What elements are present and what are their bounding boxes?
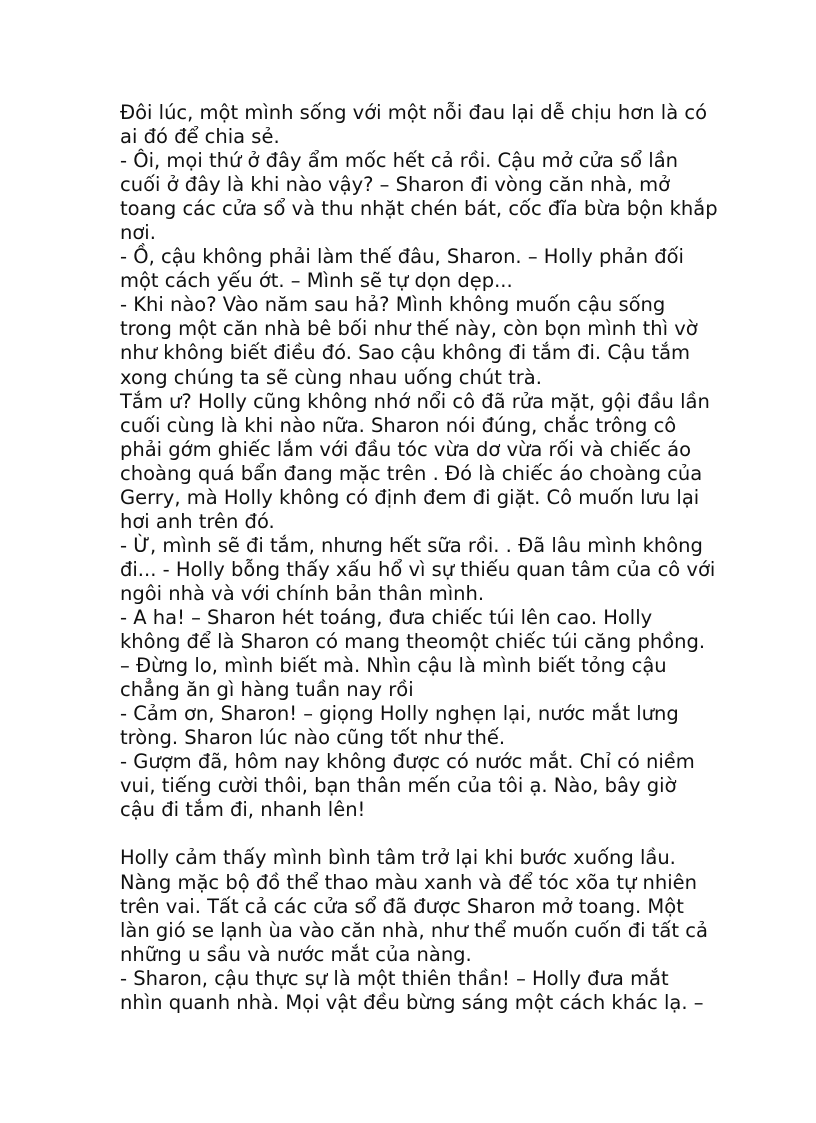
text-line: trong một căn nhà bê bối như thế này, còn bọn mình thì vờ (120, 317, 698, 341)
text-line: chẳng ăn gì hàng tuần nay rồi (120, 678, 414, 702)
text-line: một cách yếu ớt. – Mình sẽ tự dọn dẹp... (120, 269, 513, 293)
text-line: - Khi nào? Vào năm sau hả? Mình không muốn cậu sống (120, 293, 666, 317)
text-line: cậu đi tắm đi, nhanh lên! (120, 798, 366, 822)
text-line: cuối ở đây là khi nào vậy? – Sharon đi vòng căn nhà, mở (120, 173, 670, 197)
text-line: - Ồ, cậu không phải làm thế đâu, Sharon. – Holly phản đối (120, 245, 684, 269)
text-line: - Cảm ơn, Sharon! – giọng Holly nghẹn lại, nước mắt lưng (120, 702, 679, 726)
text-line: - A ha! – Sharon hét toáng, đưa chiếc túi lên cao. Holly (120, 605, 653, 629)
blank-line (120, 822, 710, 846)
text-line: vui, tiếng cười thôi, bạn thân mến của tôi ạ. Nào, bây giờ (120, 774, 677, 798)
text-line: hơi anh trên đó. (120, 509, 275, 533)
text-line: ai đó để chia sẻ. (120, 125, 280, 149)
text-line: làn gió se lạnh ùa vào căn nhà, như thể muốn cuốn đi tất cả (120, 918, 708, 942)
text-line: - Ôi, mọi thứ ở đây ẩm mốc hết cả rồi. Cậu mở cửa sổ lần (120, 149, 679, 173)
text-line: ngôi nhà và với chính bản thân mình. (120, 581, 485, 605)
text-line: choàng quá bẩn đang mặc trên . Đó là chiếc áo choàng của (120, 461, 703, 485)
text-line: những u sầu và nước mắt của nàng. (120, 942, 472, 966)
text-line: như không biết điều đó. Sao cậu không đi tắm đi. Cậu tắm (120, 341, 691, 365)
text-line: phải gớm ghiếc lắm với đầu tóc vừa dơ vừa rối và chiếc áo (120, 437, 692, 461)
text-line: – Đừng lo, mình biết mà. Nhìn cậu là mình biết tỏng cậu (120, 654, 667, 678)
text-line: - Ừ, mình sẽ đi tắm, nhưng hết sữa rồi. . Đã lâu mình không (120, 533, 703, 557)
text-line: đi... - Holly bỗng thấy xấu hổ vì sự thiếu quan tâm của cô với (120, 557, 716, 581)
story-text (120, 101, 718, 1015)
text-line: Gerry, mà Holly không có định đem đi giặt. Cô muốn lưu lại (120, 485, 700, 509)
text-line: Đôi lúc, một mình sống với một nỗi đau lại dễ chịu hơn là có (120, 101, 707, 124)
text-line: cuối cùng là khi nào nữa. Sharon nói đúng, chắc trông cô (120, 413, 677, 437)
text-line: Nàng mặc bộ đồ thể thao màu xanh và để tóc xõa tự nhiên (120, 870, 698, 894)
text-line: nhìn quanh nhà. Mọi vật đều bừng sáng một cách khác lạ. – (120, 990, 704, 1014)
text-line: toang các cửa sổ và thu nhặt chén bát, cốc đĩa bừa bộn khắp (120, 197, 718, 221)
text-line: không để là Sharon có mang theomột chiếc túi căng phồng. (120, 630, 706, 654)
text-line: xong chúng ta sẽ cùng nhau uống chút trà. (120, 365, 542, 389)
text-line: Holly cảm thấy mình bình tâm trở lại khi bước xuống lầu. (120, 846, 676, 870)
text-line: - Sharon, cậu thực sự là một thiên thần! – Holly đưa mắt (120, 966, 669, 990)
text-line: trên vai. Tất cả các cửa sổ đã được Sharon mở toang. Một (120, 894, 684, 918)
text-line: - Gượm đã, hôm nay không được có nước mắt. Chỉ có niềm (120, 750, 695, 774)
text-line: nơi. (120, 221, 156, 245)
text-line: tròng. Sharon lúc nào cũng tốt như thế. (120, 726, 506, 750)
text-line: Tắm ư? Holly cũng không nhớ nổi cô đã rửa mặt, gội đầu lần (120, 389, 710, 413)
